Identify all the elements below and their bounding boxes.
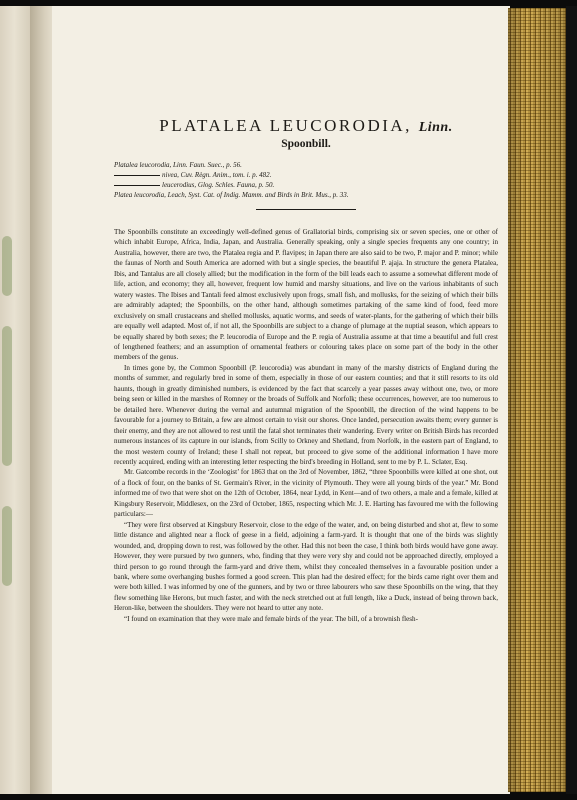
- bleed-through-mark: [2, 506, 12, 586]
- title-binomial: PLATALEA LEUCORODIA,: [159, 116, 412, 135]
- synonym-text: Platalea leucorodia, Linn. Faun. Suec., p. 56.: [114, 161, 242, 169]
- paragraph: In times gone by, the Common Spoonbill (P. leucorodia) was abundant in many of the marshy districts of England during the months of summer, and regularly bred in some of them, especially in those of our eastern counties; and that it still resorts to its old haunts, though in greatly diminished numbers, is evidenced by the fact that scarcely a year passes away without one, two, or more being seen or killed in the marshes of Romney or the broads of Suffolk and Norfolk; these occurrences, however, are too numerous to be detailed here. Whenever during the vernal and autumnal migration of the Spoonbill, the direction of the wind happens to be favourable for a journey to Britain, a few are almost certain to visit our shores. Once landed, persecution awaits them; every gunner is their enemy, and they are not allowed to rest until the fatal shot terminates their wandering. Every writer on British Birds has recorded numerous instances of its capture in our islands, from Scilly to Orkney and Shetland, from Norfolk, in the eastern part of England, to the most western county of Ireland; these I shall not repeat, but proceed to give some of the additional information I have more recently acquired, ending with an interesting letter respecting the bird's breeding in Holland, sent to me by P. L. Sclater, Esq.: [114, 363, 498, 466]
- synonym-entry: [114, 160, 498, 170]
- page-title: [114, 116, 498, 136]
- synonymy-list: [114, 160, 498, 200]
- ditto-dash: [114, 185, 160, 186]
- paragraph: “I found on examination that they were male and female birds of the year. The bill, of a brownish flesh-: [124, 614, 418, 623]
- bleed-through-mark: [2, 326, 12, 466]
- title-authority: Linn.: [418, 120, 453, 135]
- synonym-entry: [114, 190, 498, 200]
- synonym-text: leucerodius, Glog. Schles. Fauna, p. 50.: [162, 181, 275, 189]
- body-text: [114, 227, 498, 624]
- paragraph: Mr. Gatcombe records in the ‘Zoologist’ for 1863 that on the 3rd of November, 1862, “three Spoonbills were killed at one shot, out of a flock of four, on the banks of St. Germain's River, in the vicinity of Plymouth. They were all young birds of the year.” Mr. Bond informed me of two that were shot on the 12th of October, 1864, near Lydd, in Kent—and of two others, a male and a female, killed at Kingsbury Reservoir, Middlesex, on the 23rd of October, 1865, respecting which Mr. J. E. Harting has favoured me with the following particulars:—: [114, 468, 498, 519]
- synonym-entry: [114, 170, 498, 180]
- ditto-dash: [114, 175, 160, 176]
- bleed-through-mark: [2, 236, 12, 296]
- section-rule: [256, 209, 356, 210]
- synonym-text: Platea leucorodia, Leach, Syst. Cat. of Indig. Mamm. and Birds in Brit. Mus., p. 33.: [114, 191, 349, 199]
- synonym-entry: [114, 180, 498, 190]
- book-cover-edge: [566, 6, 577, 794]
- paragraph: “They were first observed at Kingsbury Reservoir, close to the edge of the water, and, on being disturbed and shot at, flew to some little distance and alighted near a flock of geese in a field, adjoining a farm-yard. It is thought that one of the birds was slightly wounded, and, dropping down to rest, was followed by the other. Had this not been the case, I think both birds would have gone away. However, they were pursued by two gunners, who, finding that they were very shy and could not be approached directly, employed a third person to go round through the farm-yard and drive them, whilst they concealed themselves in a favourable position under a bank, where some overhanging bushes formed a good screen. This plan had the desired effect; for the birds came right over them and were both killed. I was informed by one of the gunners, and by two or three labourers who saw these Spoonbills on the wing, that they flew something like Herons, but much faster, and with the neck stretched out at full length, like a Duck, instead of being thrown back, Heron-like, between the shoulders. They were not heard to utter any note.: [114, 520, 498, 613]
- page-subtitle: Spoonbill.: [281, 138, 331, 150]
- page-edges-gilt: [508, 8, 566, 792]
- book-spread: [0, 6, 577, 794]
- paragraph: The Spoonbills constitute an exceedingly well-defined genus of Grallatorial birds, comprising six or seven species, one or other of which inhabit Europe, Africa, India, Japan, and Australia. Generally speaking, only a single species frequents any one country; in Australia, however, there are two, the Platalea regia and P. flavipes; in Japan there are also said to be two, P. major and P. minor; while the faunas of North and South America are adorned with but a single species, the beautiful P. ajaja. In structure the genera Platalea, Ibis, and Tantalus are all closely allied; but the modification in the form of the bill leads each to assume a somewhat different mode of life, action, and economy; they all, however, frequent low humid and marshy situations, and live on the various inhabitants of such watery wastes. The Ibises and Tantali feed almost exclusively upon frogs, small fish, and mollusks, for the seizing of which their bills are admirably adapted; the Spoonbills, on the other hand, although sometimes partaking of the same kind of food, feed more exclusively on small crustaceans and shelled mollusks, aquatic worms, and seeds of water-plants, for the gathering of which their bills are equally well adapted. Most of, if not all, the Spoonbills are subject to a change of plumage at the nuptial season, which appears to be equally shared by both sexes; the P. leucorodia of Europe and the P. regia of Australia assume at that time a beautiful and full crest of lengthened feathers; and an assumption of ornamental feathers or colouring takes place on some part of the body in the other members of the genus.: [114, 228, 498, 362]
- synonym-text: nivea, Cuv. Règn. Anim., tom. i. p. 482.: [162, 171, 272, 179]
